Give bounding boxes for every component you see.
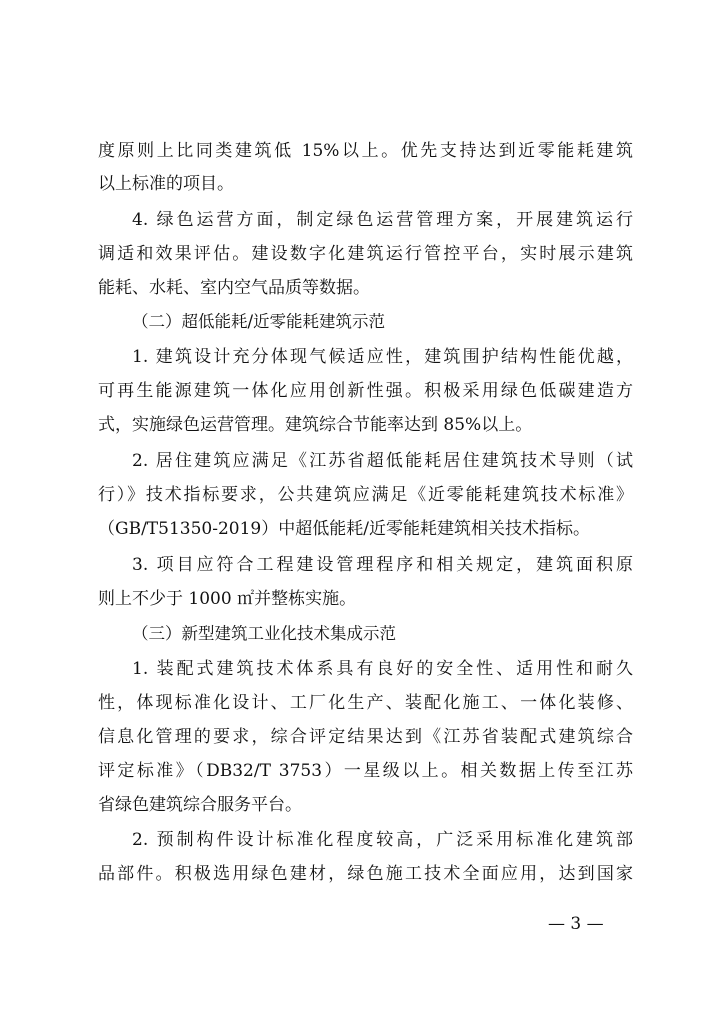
paragraph-line: 1. 建筑设计充分体现气候适应性，建筑围护结构性能优越， <box>132 347 633 367</box>
page-number: — 3 — <box>548 914 604 934</box>
section-heading: （二）超低能耗/近零能耗建筑示范 <box>132 312 386 331</box>
paragraph-line: 则上不少于 1000 ㎡并整栋实施。 <box>98 589 357 609</box>
paragraph-line: 2. 预制构件设计标准化程度较高，广泛采用标准化建筑部 <box>132 830 633 850</box>
paragraph-line: 1. 装配式建筑技术体系具有良好的安全性、适用性和耐久 <box>132 659 633 679</box>
paragraph-line: 3. 项目应符合工程建设管理程序和相关规定，建筑面积原 <box>132 555 633 575</box>
paragraph-line: 以上标准的项目。 <box>98 174 234 194</box>
paragraph-line: 式，实施绿色运营管理。建筑综合节能率达到 85%以上。 <box>98 415 533 435</box>
paragraph-line: 2. 居住建筑应满足《江苏省超低能耗居住建筑技术导则（试 <box>132 451 633 471</box>
paragraph-line: 信息化管理的要求，综合评定结果达到《江苏省装配式建筑综合 <box>98 727 633 747</box>
paragraph-line: 调适和效果评估。建设数字化建筑运行管控平台，实时展示建筑 <box>98 244 633 264</box>
paragraph-line: 品部件。积极选用绿色建材，绿色施工技术全面应用，达到国家 <box>98 864 633 884</box>
paragraph-line: 4. 绿色运营方面，制定绿色运营管理方案，开展建筑运行 <box>132 210 633 230</box>
paragraph-line: 行）》技术指标要求，公共建筑应满足《近零能耗建筑技术标准》 <box>98 485 633 505</box>
section-heading: （三）新型建筑工业化技术集成示范 <box>132 624 396 643</box>
paragraph-line: 度原则上比同类建筑低 15%以上。优先支持达到近零能耗建筑 <box>98 141 633 161</box>
paragraph-line: 能耗、水耗、室内空气品质等数据。 <box>98 278 370 298</box>
paragraph-line: 性，体现标准化设计、工厂化生产、装配化施工、一体化装修、 <box>98 693 633 713</box>
paragraph-line: 评定标准》（DB32/T 3753）一星级以上。相关数据上传至江苏 <box>98 761 633 781</box>
paragraph-line: 省绿色建筑综合服务平台。 <box>98 795 302 815</box>
paragraph-line: （GB/T51350-2019）中超低能耗/近零能耗建筑相关技术指标。 <box>98 519 590 539</box>
paragraph-line: 可再生能源建筑一体化应用创新性强。积极采用绿色低碳建造方 <box>98 381 633 401</box>
